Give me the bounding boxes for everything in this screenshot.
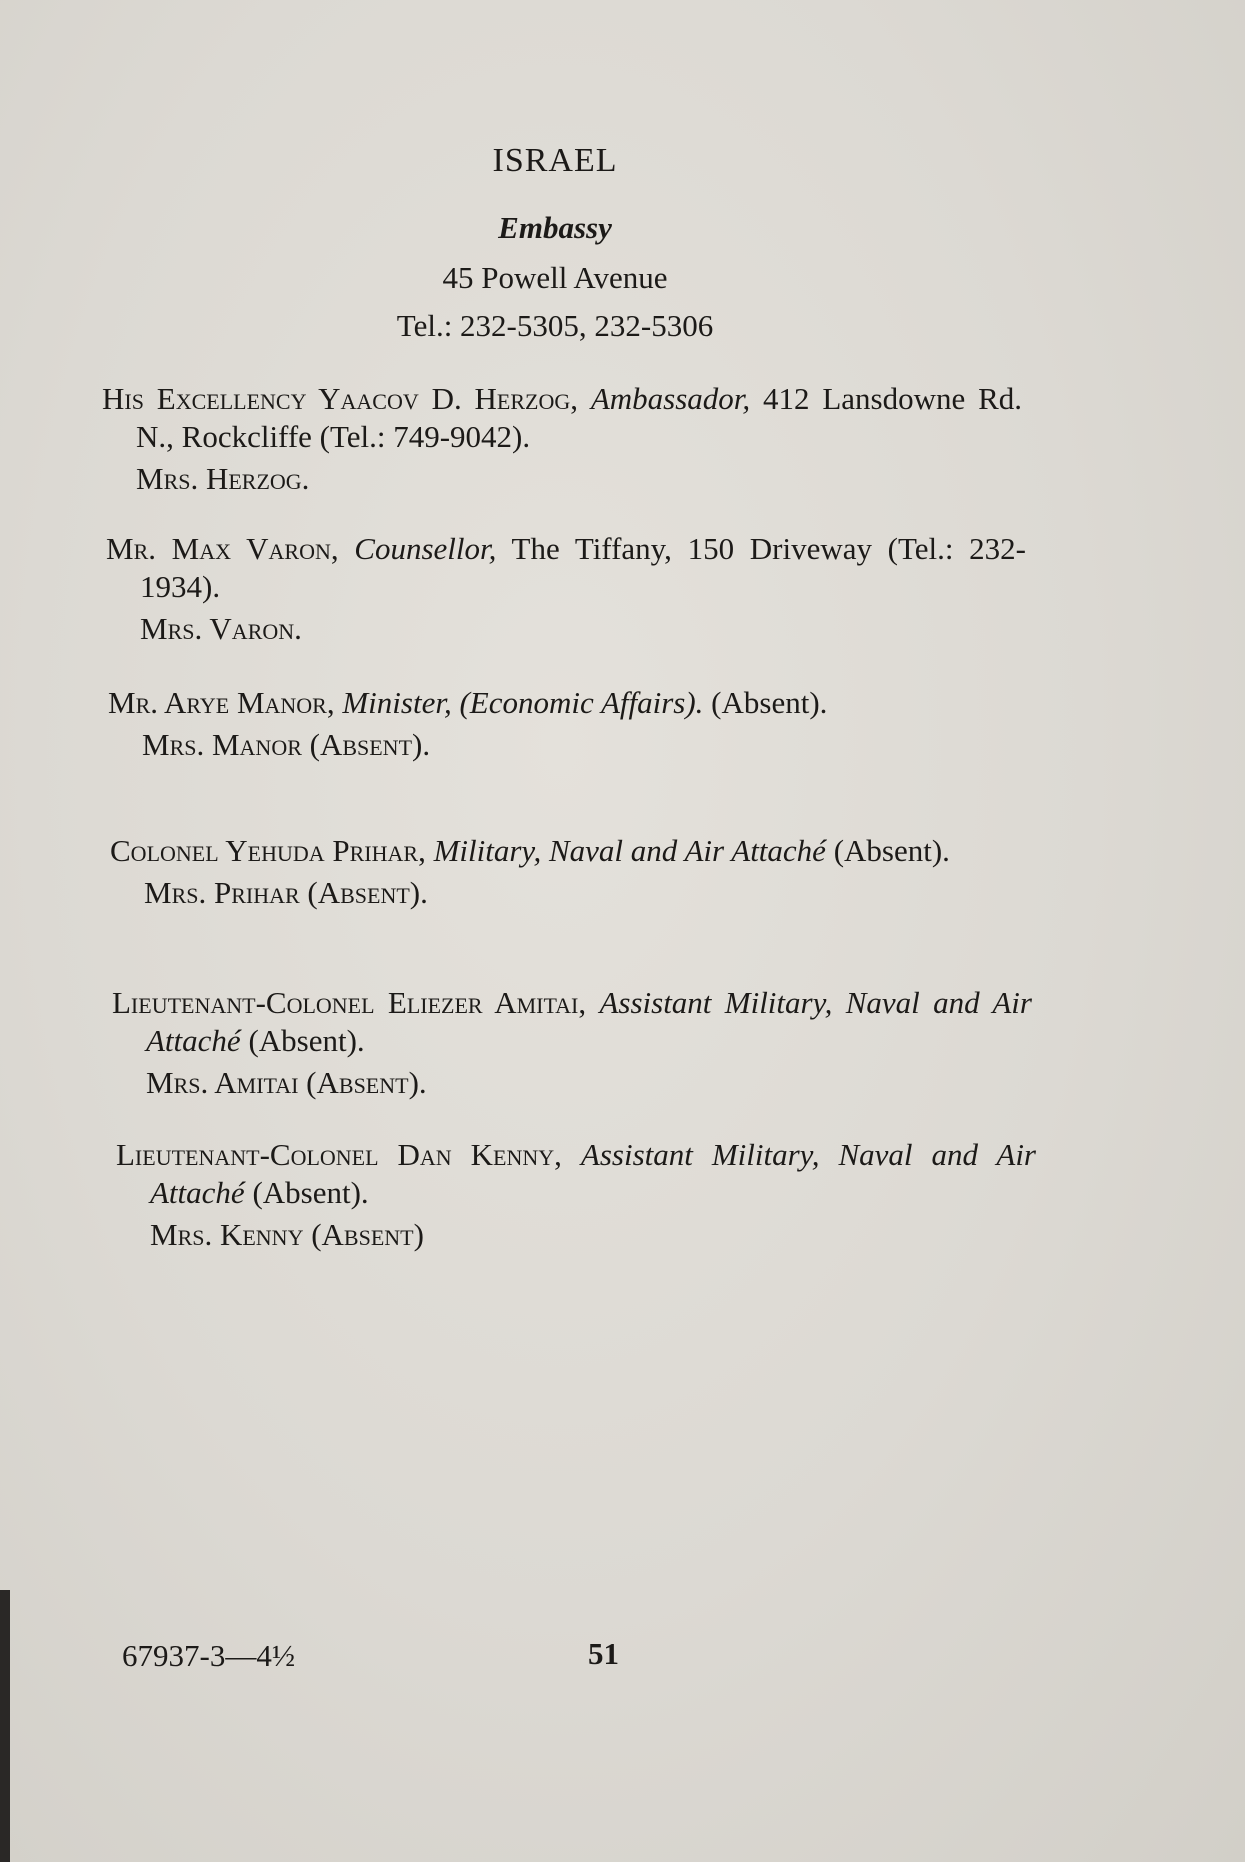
entry-role: Ambassador,: [590, 381, 751, 416]
directory-entry: [116, 1136, 1036, 1254]
entry-details: (Absent).: [833, 833, 950, 868]
directory-entry: [110, 832, 1030, 912]
entry-role: Assistant Military, Naval and Air Attaché: [146, 985, 1032, 1058]
directory-entry: [108, 684, 1028, 764]
entry-main-line: [110, 832, 1030, 870]
entry-main-line: [106, 530, 1026, 606]
entry-spouse: Mrs. Kenny (Absent): [150, 1217, 424, 1252]
page-number: 51: [588, 1636, 619, 1671]
entry-main-line: [116, 1136, 1036, 1212]
embassy-address: 45 Powell Avenue: [442, 260, 668, 295]
entry-spouse: Mrs. Manor (Absent).: [142, 727, 431, 762]
country-heading: ISRAEL: [492, 142, 618, 179]
entry-name: Mr. Arye Manor,: [108, 685, 335, 720]
directory-entry: [102, 380, 1022, 498]
entry-details: (Absent).: [711, 685, 828, 720]
directory-entry: [112, 984, 1032, 1102]
entry-spouse: Mrs. Herzog.: [136, 461, 310, 496]
binding-edge: [0, 1590, 10, 1862]
entry-main-line: [112, 984, 1032, 1060]
entry-details: The Tiffany, 150 Driveway (Tel.: 232-1934).: [140, 531, 1026, 604]
entry-role: Military, Naval and Air Attaché: [433, 833, 826, 868]
entry-name: Colonel Yehuda Prihar,: [110, 833, 426, 868]
section-heading: Embassy: [498, 210, 612, 245]
embassy-phone: Tel.: 232-5305, 232-5306: [396, 308, 714, 343]
entry-role: Minister, (Economic Affairs).: [342, 685, 704, 720]
entry-details: (Absent).: [248, 1023, 365, 1058]
print-job-code: 67937-3—4½: [122, 1638, 296, 1673]
entry-details: 412 Lansdowne Rd. N., Rockcliffe (Tel.: 749-9042).: [136, 381, 1022, 454]
entry-name: Lieutenant-Colonel Dan Kenny,: [116, 1137, 562, 1172]
entry-spouse: Mrs. Prihar (Absent).: [144, 875, 428, 910]
entry-role: Assistant Military, Naval and Air Attaché: [150, 1137, 1036, 1210]
entry-name: Lieutenant-Colonel Eliezer Amitai,: [112, 985, 587, 1020]
entry-spouse: Mrs. Amitai (Absent).: [146, 1065, 427, 1100]
entry-main-line: [102, 380, 1022, 456]
entry-name: His Excellency Yaacov D. Herzog,: [102, 381, 579, 416]
entry-main-line: [108, 684, 1028, 722]
entry-details: (Absent).: [252, 1175, 369, 1210]
entry-spouse: Mrs. Varon.: [140, 611, 302, 646]
entry-role: Counsellor,: [354, 531, 497, 566]
entry-name: Mr. Max Varon,: [106, 531, 339, 566]
directory-entry: [106, 530, 1026, 648]
